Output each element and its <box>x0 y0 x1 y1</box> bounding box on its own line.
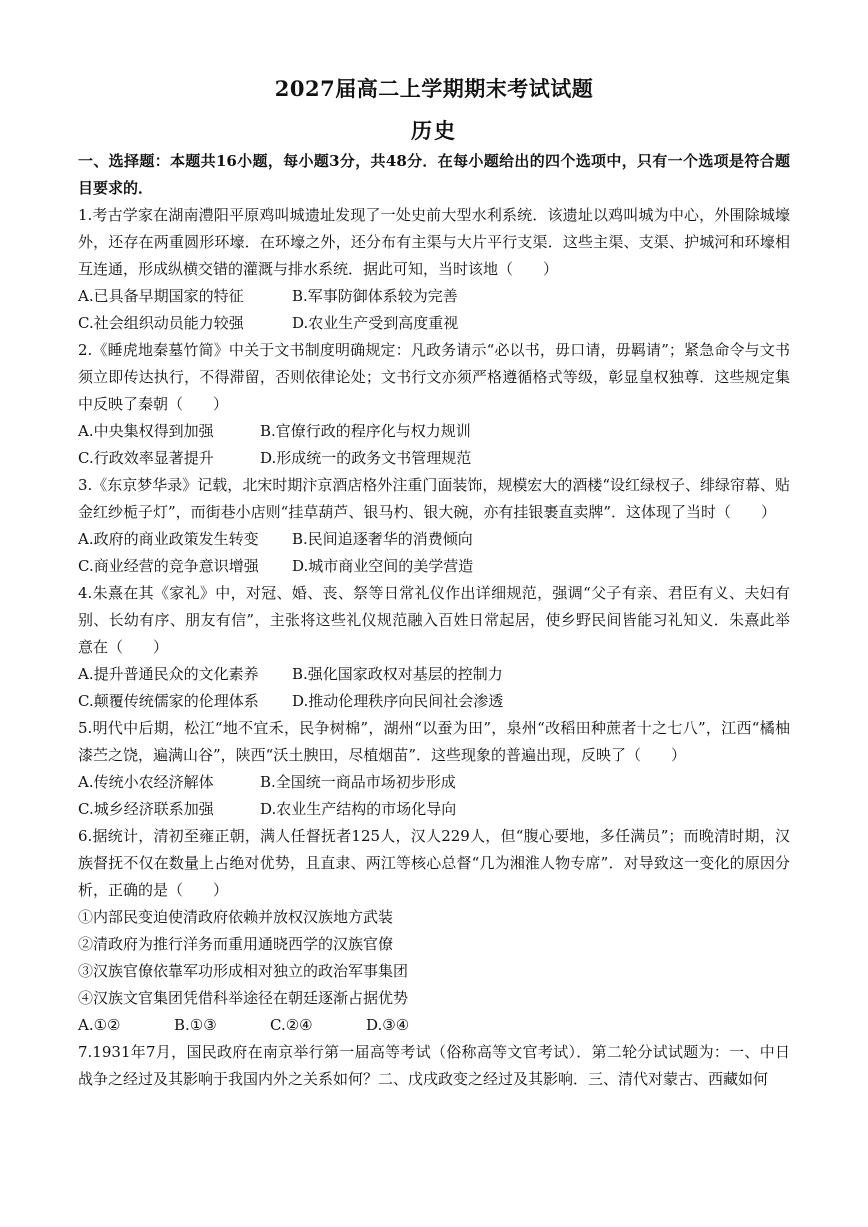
question-stem: 7.1931年7月，国民政府在南京举行第一届高等考试（俗称高等文官考试）．第二轮分试试题为：一、中日战争之经过及其影响于我国内外之关系如何？二、戊戌政变之经过及其影响．三、清代对蒙古、西藏如何 <box>78 1043 790 1088</box>
subject-title: 历史 <box>411 118 457 143</box>
option-row <box>78 310 790 337</box>
option-b[interactable]: B.官僚行政的程序化与权力规训 <box>260 422 471 440</box>
option-b[interactable]: B.全国统一商品市场初步形成 <box>260 773 456 791</box>
exam-title: 2027届高二上学期期末考试试题 <box>274 76 594 101</box>
question-options <box>78 1012 790 1039</box>
question-stem: 3.《东京梦华录》记载，北宋时期汴京酒店格外注重门面装饰，规模宏大的酒楼“设红绿杈子、绯绿帘幕、贴金红纱栀子灯”，而街巷小店则“挂草葫芦、银马杓、银大碗，亦有挂银裹直卖牌”．这体现了当时（ ） <box>78 476 790 521</box>
option-d[interactable]: D.③④ <box>366 1016 410 1034</box>
question-4 <box>78 580 790 715</box>
option-c[interactable]: C.②④ <box>270 1016 313 1034</box>
option-row <box>78 1012 790 1039</box>
question-7 <box>78 1039 790 1093</box>
option-d[interactable]: D.农业生产结构的市场化导向 <box>260 800 457 818</box>
option-a[interactable]: A.政府的商业政策发生转变 <box>78 530 259 548</box>
option-b[interactable]: B.民间追逐奢华的消费倾向 <box>292 530 473 548</box>
option-a[interactable]: A.中央集权得到加强 <box>78 422 214 440</box>
option-row <box>78 769 790 796</box>
option-d[interactable]: D.农业生产受到高度重视 <box>292 314 459 332</box>
option-a[interactable]: A.传统小农经济解体 <box>78 773 214 791</box>
option-row <box>78 526 790 553</box>
option-b[interactable]: B.强化国家政权对基层的控制力 <box>292 665 503 683</box>
option-row <box>78 445 790 472</box>
question-stem: 1.考古学家在湖南澧阳平原鸡叫城遗址发现了一处史前大型水利系统．该遗址以鸡叫城为中心，外围除城壕外，还存在两重圆形环壕．在环壕之外，还分布有主渠与大片平行支渠．这些主渠、支渠、护城河和环壕相互连通，形成纵横交错的灌溉与排水系统．据此可知，当时该地（ ） <box>78 206 790 278</box>
statement-2: ②清政府为推行洋务而重用通晓西学的汉族官僚 <box>78 935 394 953</box>
option-c[interactable]: C.社会组织动员能力较强 <box>78 314 244 332</box>
question-6 <box>78 823 790 1039</box>
statement-3: ③汉族官僚依靠军功形成相对独立的政治军事集团 <box>78 962 409 980</box>
option-d[interactable]: D.形成统一的政务文书管理规范 <box>260 449 472 467</box>
question-3 <box>78 472 790 580</box>
section-heading: 一、选择题：本题共16小题，每小题3分，共48分．在每小题给出的四个选项中，只有一个选项是符合题目要求的． <box>78 152 790 197</box>
option-a[interactable]: A.提升普通民众的文化素养 <box>78 665 259 683</box>
question-2 <box>78 337 790 472</box>
question-stem: 4.朱熹在其《家礼》中，对冠、婚、丧、祭等日常礼仪作出详细规范，强调“父子有亲、君臣有义、夫妇有别、长幼有序、朋友有信”，主张将这些礼仪规范融入百姓日常起居，使乡野民间皆能习礼知义．朱熹此举意在（ ） <box>78 584 790 656</box>
question-options <box>78 526 790 580</box>
option-a[interactable]: A.已具备早期国家的特征 <box>78 287 244 305</box>
question-stem: 5.明代中后期，松江“地不宜禾，民争树棉”，湖州“以蚕为田”，泉州“改稻田种蔗者十之七八”，江西“橘柚漆苎之饶，遍满山谷”，陕西“沃土腴田，尽植烟苗”．这些现象的普遍出现，反映了（ ） <box>78 719 790 764</box>
option-c[interactable]: C.商业经营的竞争意识增强 <box>78 557 259 575</box>
question-options <box>78 418 790 472</box>
option-row <box>78 283 790 310</box>
option-c[interactable]: C.颠覆传统儒家的伦理体系 <box>78 692 259 710</box>
option-d[interactable]: D.推动伦理秩序向民间社会渗透 <box>292 692 504 710</box>
option-b[interactable]: B.军事防御体系较为完善 <box>292 287 458 305</box>
statement-1: ①内部民变迫使清政府依赖并放权汉族地方武装 <box>78 908 394 926</box>
option-row <box>78 661 790 688</box>
question-options <box>78 283 790 337</box>
option-c[interactable]: C.行政效率显著提升 <box>78 449 214 467</box>
question-5 <box>78 715 790 823</box>
option-row <box>78 688 790 715</box>
question-stem: 6.据统计，清初至雍正朝，满人任督抚者125人，汉人229人，但“腹心要地，多任满员”；而晚清时期，汉族督抚不仅在数量上占绝对优势，且直隶、两江等核心总督“几为湘淮人物专席”．对导致这一变化的原因分析，正确的是（ ） <box>78 827 790 899</box>
option-row <box>78 796 790 823</box>
option-b[interactable]: B.①③ <box>174 1016 217 1034</box>
question-1 <box>78 202 790 337</box>
question-options <box>78 661 790 715</box>
option-a[interactable]: A.①② <box>78 1016 121 1034</box>
question-stem: 2.《睡虎地秦墓竹简》中关于文书制度明确规定：凡政务请示“必以书，毋口请，毋羁请”；紧急命令与文书须立即传达执行，不得滞留，否则依律论处；文书行文亦须严格遵循格式等级，彰显皇权独尊．这些规定集中反映了秦朝（ ） <box>78 341 790 413</box>
question-options <box>78 769 790 823</box>
option-c[interactable]: C.城乡经济联系加强 <box>78 800 214 818</box>
statement-4: ④汉族文官集团凭借科举途径在朝廷逐渐占据优势 <box>78 989 409 1007</box>
option-d[interactable]: D.城市商业空间的美学营造 <box>292 557 474 575</box>
option-row <box>78 553 790 580</box>
option-row <box>78 418 790 445</box>
